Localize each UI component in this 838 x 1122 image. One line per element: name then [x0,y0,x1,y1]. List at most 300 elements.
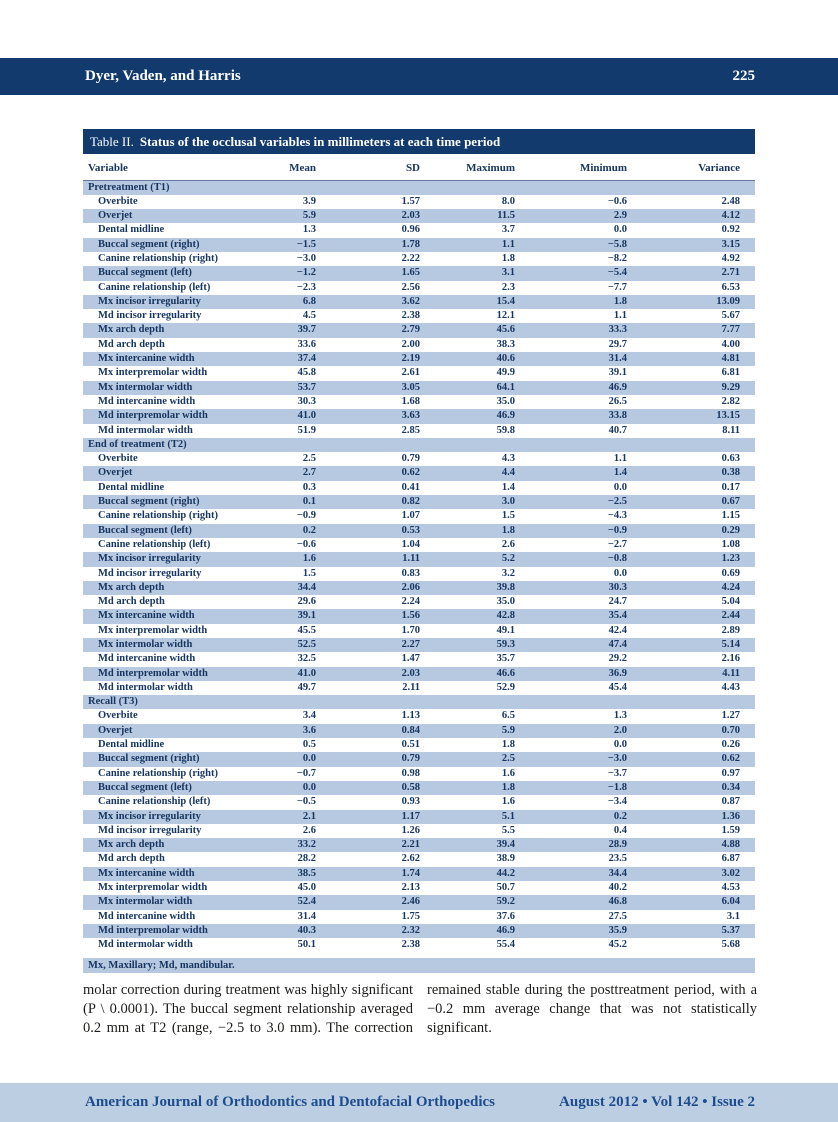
value-cell: 31.4 [297,910,316,922]
value-cell: 13.09 [716,295,740,307]
variable-cell: Buccal segment (left) [98,524,192,536]
value-cell: 2.0 [613,724,627,736]
value-cell: 51.9 [297,424,316,436]
variable-cell: Md interpremolar width [98,410,208,422]
body-text [83,981,757,1038]
value-cell: 8.11 [722,424,740,436]
value-cell: 40.6 [496,353,515,365]
value-cell: 41.0 [297,667,316,679]
table-row [83,852,755,866]
variable-cell: Mx intercanine width [98,610,195,622]
value-cell: 3.02 [721,867,740,879]
value-cell: −3.0 [296,252,316,264]
variable-cell: Overjet [98,210,133,222]
value-cell: 15.4 [496,295,515,307]
variable-cell: Md intercanine width [98,395,196,407]
value-cell: 0.97 [721,767,740,779]
variable-cell: Md intermolar width [98,681,193,693]
value-cell: 45.5 [297,624,316,636]
variable-cell: Md intercanine width [98,653,196,665]
value-cell: 37.6 [496,910,515,922]
value-cell: 2.6 [501,538,515,550]
variable-cell: Md incisor irregularity [98,310,202,322]
value-cell: −3.0 [607,753,627,765]
value-cell: 2.03 [401,210,420,222]
variable-cell: Mx interpremolar width [98,367,208,379]
value-cell: 28.2 [297,853,316,865]
value-cell: 2.5 [501,753,515,765]
value-cell: 35.7 [496,653,515,665]
value-cell: 0.92 [721,224,740,236]
value-cell: 3.9 [302,195,316,207]
value-cell: 1.07 [401,510,420,522]
value-cell: 46.9 [608,381,627,393]
value-cell: 0.69 [721,567,740,579]
variable-cell: Mx intercanine width [98,353,195,365]
value-cell: 2.56 [401,281,420,293]
value-cell: −0.5 [296,796,316,808]
value-cell: 1.23 [721,553,740,565]
value-cell: 2.9 [613,210,627,222]
value-cell: 38.9 [496,853,515,865]
value-cell: 2.48 [721,195,740,207]
value-cell: 40.3 [297,924,316,936]
table-row [83,667,755,681]
table-row [83,867,755,881]
variable-cell: Mx incisor irregularity [98,810,201,822]
body-text-right-column: remained stable during the posttreatment period, with a −0.2 mm average change that was not statistically significant. [427,982,757,1036]
value-cell: 40.7 [608,424,627,436]
table-row [83,495,755,509]
variable-cell: Overjet [98,467,133,479]
value-cell: 49.1 [496,624,515,636]
value-cell: 2.61 [401,367,420,379]
value-cell: 35.0 [496,596,515,608]
value-cell: 1.04 [401,538,420,550]
value-cell: 2.21 [401,839,420,851]
table-row [83,309,755,323]
variable-cell: Dental midline [98,481,165,493]
value-cell: 1.59 [721,824,740,836]
value-cell: 2.44 [721,610,740,622]
value-cell: 1.15 [721,510,740,522]
variable-cell: Md interpremolar width [98,667,208,679]
variable-cell: Canine relationship (right) [98,767,218,779]
value-cell: 4.3 [501,453,515,465]
value-cell: 6.04 [721,896,740,908]
variable-cell: Mx intermolar width [98,381,193,393]
value-cell: 29.6 [297,596,316,608]
value-cell: 2.82 [721,395,740,407]
value-cell: 29.7 [608,338,627,350]
value-cell: 4.4 [501,467,515,479]
value-cell: 4.92 [721,252,740,264]
variable-cell: Md arch depth [98,338,165,350]
value-cell: 42.4 [608,624,627,636]
table-row [83,552,755,566]
value-cell: 0.51 [401,739,420,751]
value-cell: 2.89 [721,624,740,636]
value-cell: 45.2 [608,939,627,951]
value-cell: −0.7 [296,767,316,779]
variable-cell: Canine relationship (right) [98,252,218,264]
value-cell: 33.8 [608,410,627,422]
value-cell: −1.5 [296,238,316,250]
table-row [83,195,755,209]
variable-cell: Buccal segment (left) [98,267,192,279]
table-row [83,524,755,538]
value-cell: 2.1 [302,810,316,822]
value-cell: 0.38 [721,467,740,479]
value-cell: 0.0 [613,567,627,579]
table-row [83,595,755,609]
value-cell: 2.3 [501,281,515,293]
value-cell: 29.2 [608,653,627,665]
value-cell: 47.4 [608,639,627,650]
table-row [83,924,755,938]
value-cell: 1.68 [401,395,420,407]
value-cell: 30.3 [608,581,627,593]
body-text-left-column: molar correction during treatment was highly significant (P \ 0.0001). The buccal segment relationship averaged 0.2 mm at T2 (range, −2.5 to 3.0 mm). The correction [83,982,413,1036]
value-cell: 1.1 [501,238,515,250]
table-row [83,395,755,409]
table-row [83,767,755,781]
table-section-row [83,180,755,195]
variable-cell: Buccal segment (right) [98,753,200,765]
value-cell: 4.12 [721,210,740,222]
value-cell: 35.4 [608,610,627,622]
value-cell: 52.4 [297,896,316,908]
value-cell: 2.13 [401,882,420,894]
value-cell: 2.11 [402,681,420,693]
value-cell: 2.5 [302,453,316,465]
value-cell: 3.0 [501,496,515,508]
table-row [83,481,755,495]
value-cell: 3.62 [401,295,420,307]
value-cell: 2.00 [401,338,420,350]
value-cell: 11.5 [497,210,515,222]
value-cell: −1.8 [607,781,627,793]
value-cell: 3.05 [401,381,420,393]
value-cell: 9.29 [721,381,740,393]
table-row [83,681,755,695]
value-cell: 0.0 [613,739,627,751]
value-cell: 52.9 [496,681,515,693]
value-cell: 30.3 [297,395,316,407]
variable-cell: Buccal segment (left) [98,781,192,793]
value-cell: −0.6 [296,538,316,550]
variable-cell: Overbite [98,710,138,722]
column-header: Variance [631,158,755,180]
value-cell: 0.79 [401,753,420,765]
value-cell: 1.1 [613,453,627,465]
value-cell: 2.19 [401,353,420,365]
value-cell: 6.81 [721,367,740,379]
variable-cell: Overbite [98,453,138,465]
data-table [83,158,755,953]
value-cell: 38.3 [496,338,515,350]
value-cell: 4.53 [721,882,740,894]
variable-cell: Md intercanine width [98,910,196,922]
value-cell: 0.4 [613,824,627,836]
value-cell: −3.4 [607,796,627,808]
value-cell: 4.24 [721,581,740,593]
value-cell: 0.63 [721,453,740,465]
value-cell: 1.8 [501,524,515,536]
value-cell: 1.70 [401,624,420,636]
value-cell: 42.8 [496,610,515,622]
value-cell: 53.7 [297,381,316,393]
value-cell: 1.57 [401,195,420,207]
value-cell: 1.56 [401,610,420,622]
value-cell: 5.37 [721,924,740,936]
value-cell: −0.9 [607,524,627,536]
value-cell: 59.3 [496,639,515,650]
table-section-row [83,695,755,709]
variable-cell: Md arch depth [98,853,165,865]
value-cell: 39.1 [608,367,627,379]
value-cell: 5.1 [501,810,515,822]
value-cell: 3.6 [302,724,316,736]
table-row [83,252,755,266]
value-cell: 2.62 [401,853,420,865]
value-cell: 2.38 [401,939,420,951]
variable-cell: Canine relationship (left) [98,796,211,808]
table-row [83,452,755,466]
value-cell: 2.16 [721,653,740,665]
table-row [83,323,755,337]
value-cell: −0.9 [296,510,316,522]
value-cell: 1.74 [401,867,420,879]
value-cell: 1.6 [302,553,316,565]
table-row [83,810,755,824]
value-cell: 5.14 [721,639,740,650]
section-label: Pretreatment (T1) [88,181,170,193]
value-cell: 1.11 [402,553,420,565]
table-row [83,738,755,752]
value-cell: 2.22 [401,252,420,264]
column-header: Variable [83,158,248,180]
value-cell: 1.8 [501,739,515,751]
value-cell: 1.6 [501,796,515,808]
table-row [83,581,755,595]
value-cell: 1.17 [401,810,420,822]
table-footnote: Mx, Maxillary; Md, mandibular. [83,958,755,973]
value-cell: 3.7 [501,224,515,236]
value-cell: 0.0 [302,753,316,765]
section-label: Recall (T3) [88,696,138,708]
value-cell: 1.75 [401,910,420,922]
running-head-authors: Dyer, Vaden, and Harris [85,68,241,84]
table-title-bar [83,129,755,154]
variable-cell: Md incisor irregularity [98,567,202,579]
value-cell: 1.5 [501,510,515,522]
value-cell: 39.4 [496,839,515,851]
value-cell: 2.32 [401,924,420,936]
value-cell: 5.9 [501,724,515,736]
variable-cell: Mx arch depth [98,581,165,593]
value-cell: 38.5 [297,867,316,879]
value-cell: 0.98 [401,767,420,779]
value-cell: 13.15 [716,410,740,422]
table-body [83,180,755,953]
value-cell: 4.81 [721,353,740,365]
variable-cell: Mx arch depth [98,324,165,336]
value-cell: 1.47 [401,653,420,665]
variable-cell: Canine relationship (right) [98,510,218,522]
value-cell: 4.43 [721,681,740,693]
value-cell: 1.3 [302,224,316,236]
journal-name: American Journal of Orthodontics and Dentofacial Orthopedics [85,1094,495,1110]
value-cell: 0.0 [613,224,627,236]
value-cell: 2.71 [721,267,740,279]
value-cell: 0.17 [721,481,740,493]
value-cell: 5.2 [501,553,515,565]
value-cell: 33.2 [297,839,316,851]
issue-info: August 2012 • Vol 142 • Issue 2 [559,1094,755,1110]
value-cell: 55.4 [496,939,515,951]
table-header-row [83,158,755,180]
table-row [83,466,755,480]
value-cell: −3.7 [607,767,627,779]
column-header: Minimum [519,158,631,180]
table-row [83,409,755,423]
journal-footer-bar [0,1083,838,1122]
value-cell: 2.79 [401,324,420,336]
table-row [83,709,755,723]
table-title: Status of the occlusal variables in millimeters at each time period [139,133,501,149]
table-row [83,938,755,952]
value-cell: −1.2 [296,267,316,279]
table-row [83,881,755,895]
value-cell: 2.6 [302,824,316,836]
value-cell: 1.3 [613,710,627,722]
column-header: Maximum [424,158,519,180]
value-cell: 1.1 [613,310,627,322]
variable-cell: Mx arch depth [98,839,165,851]
value-cell: 6.8 [302,295,316,307]
table-row [83,824,755,838]
value-cell: 5.5 [501,824,515,836]
value-cell: 45.8 [297,367,316,379]
value-cell: 3.15 [721,238,740,250]
table-row [83,795,755,809]
table-row [83,752,755,766]
value-cell: 49.9 [496,367,515,379]
section-label: End of treatment (T2) [88,438,187,450]
value-cell: 27.5 [608,910,627,922]
value-cell: 59.2 [496,896,515,908]
value-cell: 1.5 [302,567,316,579]
running-head-bar [0,58,838,95]
value-cell: 2.46 [401,896,420,908]
value-cell: 50.1 [297,939,316,951]
value-cell: 2.03 [401,667,420,679]
value-cell: 1.8 [501,252,515,264]
value-cell: 1.36 [721,810,740,822]
variable-cell: Md interpremolar width [98,924,208,936]
value-cell: 2.38 [401,310,420,322]
variable-cell: Overbite [98,195,138,207]
table-row [83,609,755,623]
variable-cell: Md intermolar width [98,939,193,951]
page-number: 225 [732,68,755,84]
table-row [83,266,755,280]
value-cell: 46.9 [496,924,515,936]
value-cell: −2.3 [296,281,316,293]
value-cell: 45.4 [608,681,627,693]
value-cell: 0.3 [302,481,316,493]
value-cell: 0.5 [302,739,316,751]
table-row [83,724,755,738]
value-cell: 3.63 [401,410,420,422]
value-cell: 32.5 [297,653,316,665]
value-cell: 39.7 [297,324,316,336]
value-cell: 52.5 [297,639,316,650]
variable-cell: Md incisor irregularity [98,824,202,836]
value-cell: 1.08 [721,538,740,550]
value-cell: −5.8 [607,238,627,250]
variable-cell: Buccal segment (right) [98,496,200,508]
value-cell: 4.88 [721,839,740,851]
value-cell: 3.1 [726,910,740,922]
table-row [83,781,755,795]
value-cell: 41.0 [297,410,316,422]
value-cell: 0.84 [401,724,420,736]
variable-cell: Mx interpremolar width [98,882,208,894]
table-row [83,238,755,252]
value-cell: 50.7 [496,882,515,894]
value-cell: 0.1 [302,496,316,508]
table-row [83,366,755,380]
value-cell: 0.62 [721,753,740,765]
value-cell: 46.6 [496,667,515,679]
value-cell: 1.6 [501,767,515,779]
variable-cell: Mx interpremolar width [98,624,208,636]
variable-cell: Md intermolar width [98,424,193,436]
value-cell: −7.7 [607,281,627,293]
value-cell: 0.0 [302,781,316,793]
value-cell: 49.7 [297,681,316,693]
value-cell: 64.1 [496,381,515,393]
value-cell: 3.4 [302,710,316,722]
table-section-row [83,438,755,452]
variable-cell: Mx incisor irregularity [98,553,201,565]
table-row [83,223,755,237]
variable-cell: Dental midline [98,739,165,751]
table-row [83,638,755,652]
value-cell: 37.4 [297,353,316,365]
table-row [83,338,755,352]
table-row [83,567,755,581]
value-cell: 31.4 [608,353,627,365]
table-row [83,624,755,638]
variable-cell: Canine relationship (left) [98,538,211,550]
variable-cell: Mx intermolar width [98,639,193,650]
value-cell: 5.68 [721,939,740,951]
value-cell: 0.34 [721,781,740,793]
value-cell: −0.6 [607,195,627,207]
value-cell: 1.4 [501,481,515,493]
value-cell: 46.8 [608,896,627,908]
value-cell: 0.26 [721,739,740,751]
value-cell: 1.26 [401,824,420,836]
table-row [83,910,755,924]
table-row [83,538,755,552]
value-cell: 34.4 [297,581,316,593]
value-cell: 0.2 [302,524,316,536]
table-row [83,209,755,223]
